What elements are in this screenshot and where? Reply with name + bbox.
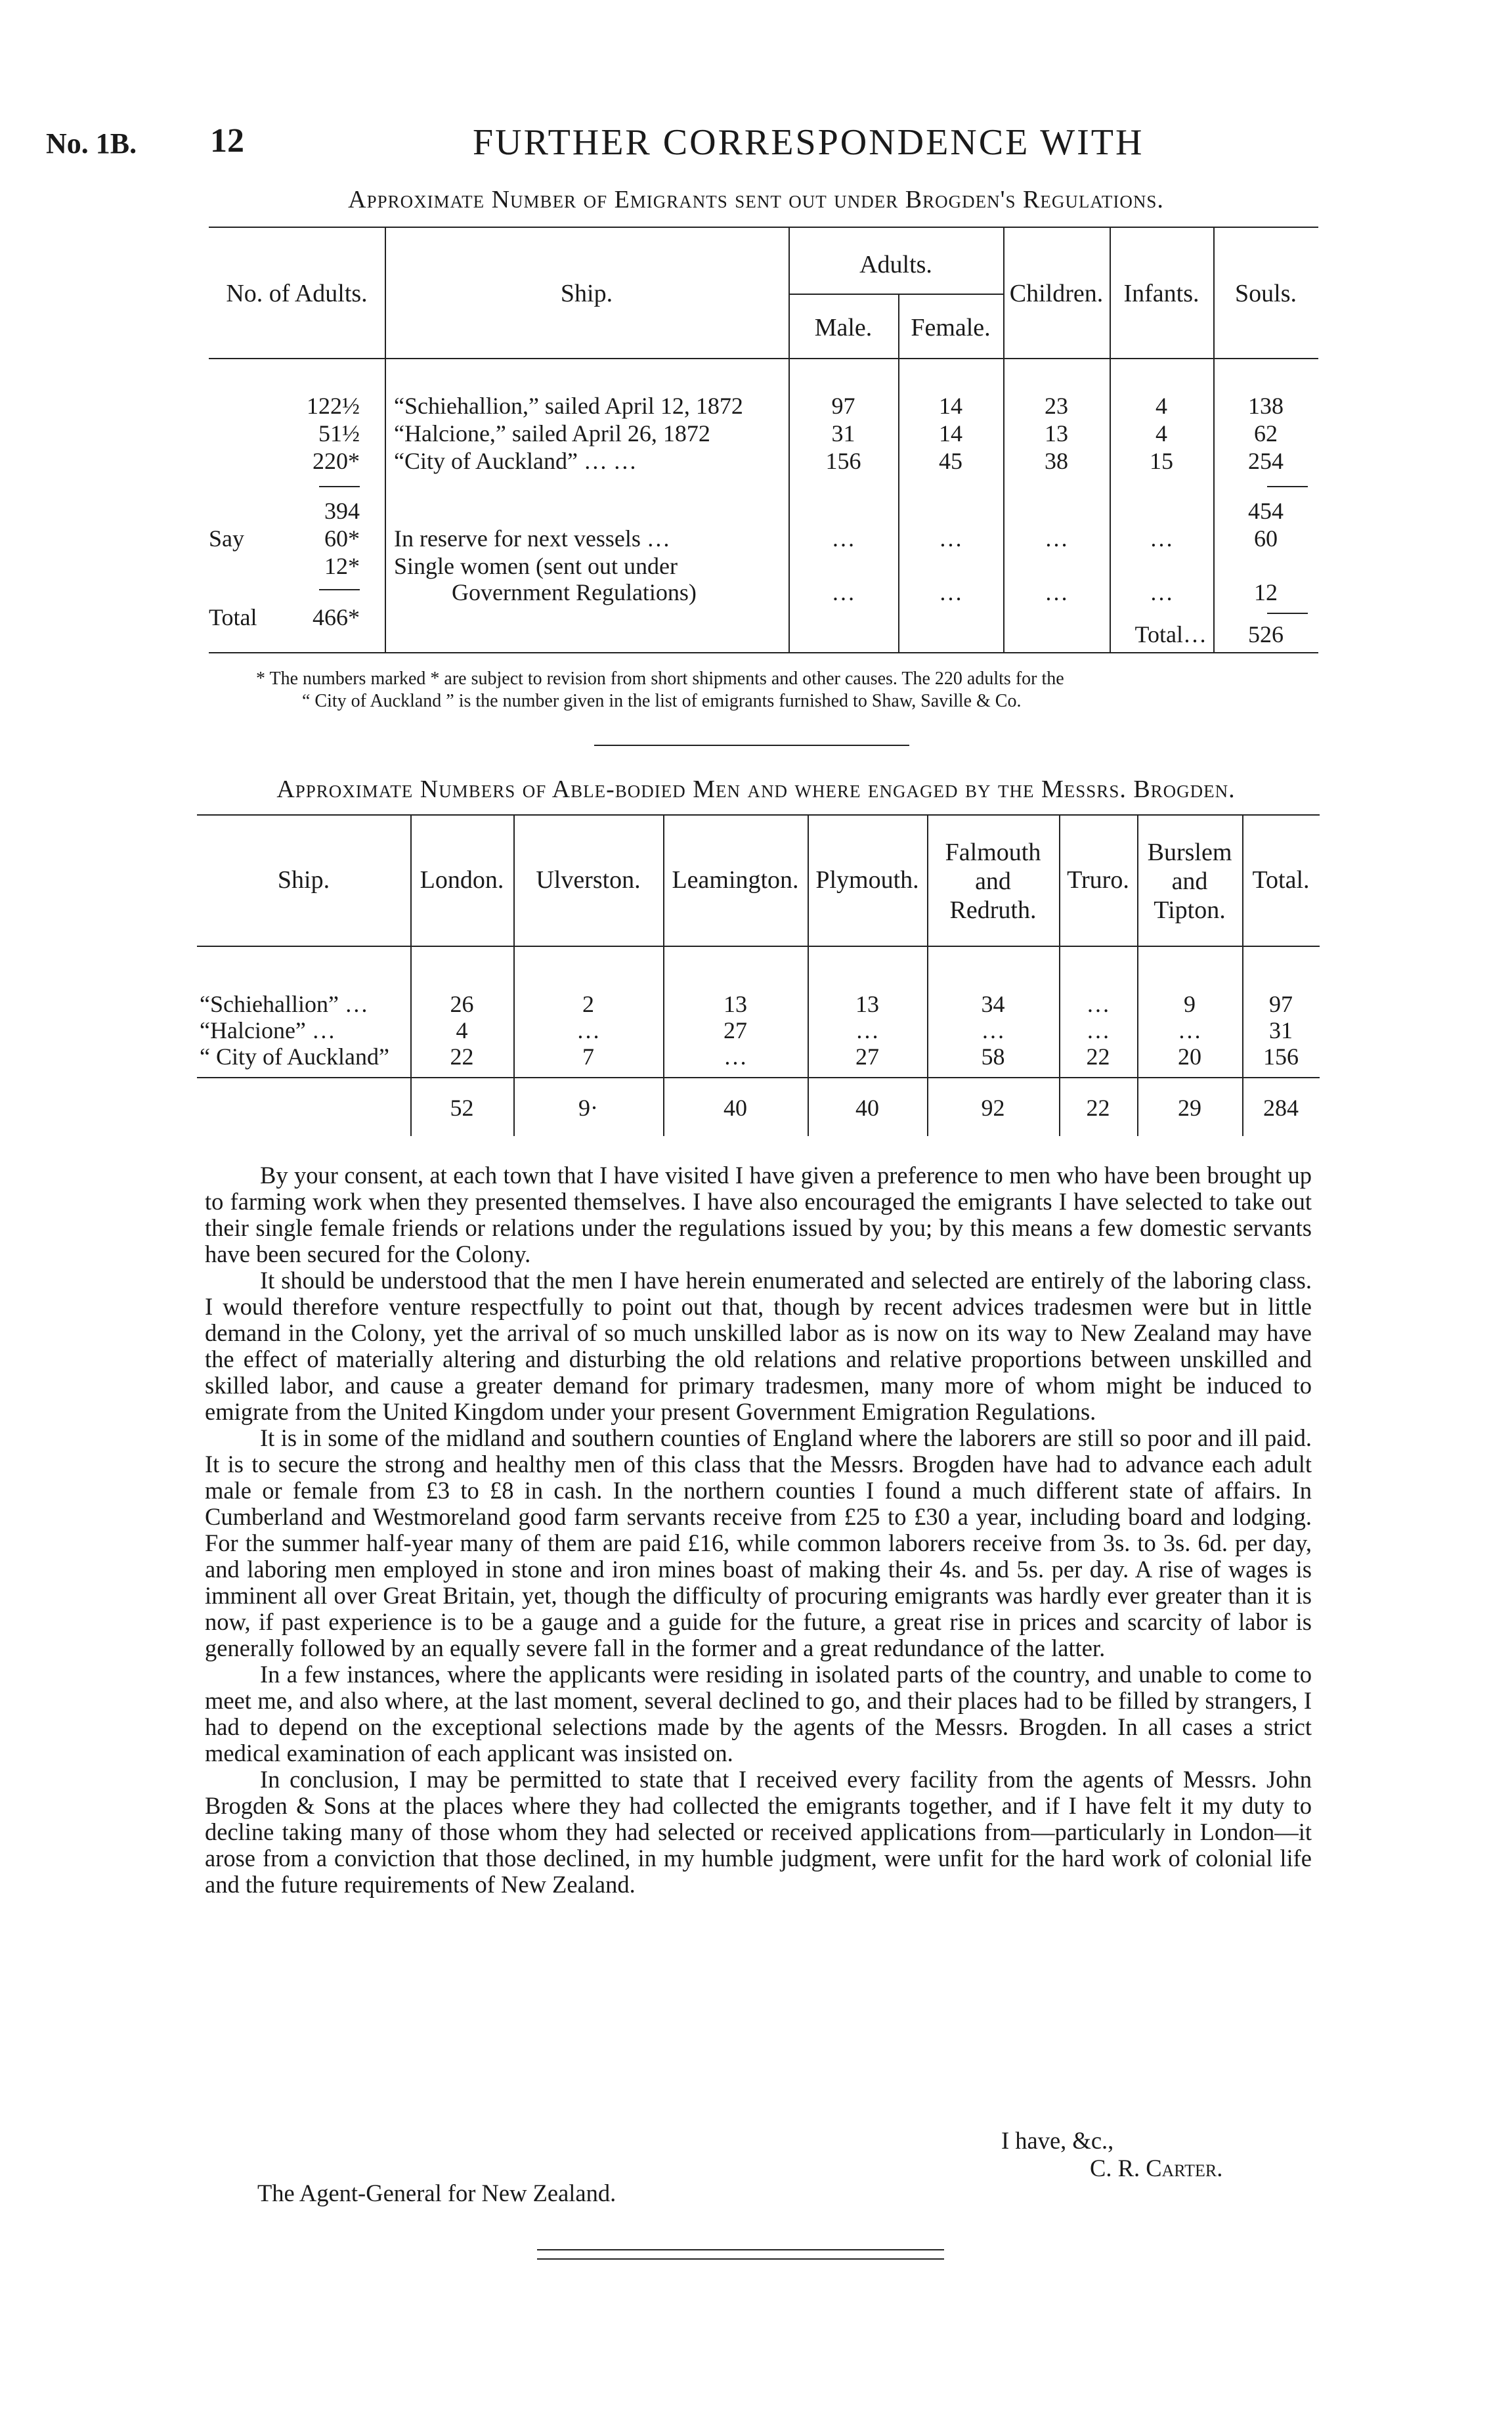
cell-total: 97 (1269, 991, 1293, 1017)
cell-total: 156 (1263, 1043, 1299, 1070)
cell-leamington: 27 (724, 1017, 747, 1043)
cell-falmouth: 58 (981, 1043, 1005, 1070)
header-adults: Adults. (859, 251, 932, 278)
cell-male: 97 (831, 393, 855, 419)
subtotal-souls: 454 (1248, 498, 1284, 524)
cell-adults: 51½ (318, 420, 360, 447)
total-ship-label: Total… (1134, 621, 1207, 647)
cell-infants: … (1150, 579, 1173, 605)
column-divider (808, 814, 809, 1136)
cell-burslem: 20 (1178, 1043, 1201, 1070)
column-divider (513, 814, 515, 1136)
cell-ship: “Halcione” … (200, 1017, 335, 1043)
cell-falmouth: 34 (981, 991, 1005, 1017)
cell-burslem: … (1178, 1017, 1201, 1043)
cell-ulverston: 2 (582, 991, 594, 1017)
column-divider (410, 814, 412, 1136)
header-falmouth-redruth (927, 838, 1059, 925)
cell-children: 13 (1045, 420, 1068, 447)
addressee: The Agent-General for New Zealand. (257, 2180, 616, 2206)
total-ulverston: 9· (578, 1095, 598, 1121)
header-children: Children. (1009, 280, 1104, 307)
total-souls: 526 (1248, 621, 1284, 647)
total-adults: 466* (313, 604, 360, 630)
total-truro: 22 (1086, 1095, 1110, 1121)
cell-female: … (939, 525, 962, 552)
cell-ship: “ City of Auckland” (200, 1043, 389, 1070)
cell-female: 14 (939, 420, 962, 447)
cell-ulverston: 7 (582, 1043, 594, 1070)
column-divider (663, 814, 664, 1136)
cell-male: … (831, 579, 855, 605)
header-plymouth: Plymouth. (815, 866, 919, 894)
header-ship: Ship. (277, 866, 330, 894)
cell-ship: “Halcione,” sailed April 26, 1872 (394, 420, 710, 447)
cell-adults: 60* (324, 525, 360, 552)
header-line: and (1171, 867, 1208, 895)
cell-truro: … (1086, 1017, 1110, 1043)
total-burslem: 29 (1178, 1095, 1201, 1121)
cell-ship-continued: Government Regulations) (452, 579, 697, 605)
cell-leamington: … (724, 1043, 747, 1070)
table1-caption: Approximate Number of Emigrants sent out under Brogden's Regulations. (348, 186, 1164, 213)
section-divider (594, 745, 909, 746)
cell-adults: 12* (324, 553, 360, 579)
cell-souls: 254 (1248, 448, 1284, 474)
cell-children: … (1045, 525, 1068, 552)
letter-paragraph: It is in some of the midland and southern counties of England where the laborers are still so poor and ill paid. It is to secure the strong and healthy men of this class that the Messrs. Brogden have had to advance each adult male or female from £3 to £8 in cash. In the northern counties I found a much different state of affairs. In Cumberland and Westmoreland good farm servants receive from £25 to £30 a year, including board and lodging. For the summer half-year many of them are paid £16, while common laborers receive from 3s. to 3s. 6d. per day, and laboring men employed in stone and iron mines boast of making their 4s. and 5s. per day. A rise of wages is imminent all over Great Britain, yet, though the difficulty of procuring emigrants was hardly ever greater than it is now, if past experience is to be a gauge and a guide for the future, a great rise in prices and scarcity of labor is generally followed by an equally severe fall in the former and a great redundance of the latter. (205, 1424, 1312, 1661)
header-line: Falmouth (945, 839, 1041, 866)
footnote-line: * The numbers marked * are subject to revision from short shipments and other causes. The 220 adults for the (256, 669, 1064, 689)
table-rule (197, 1077, 1320, 1078)
cell-male: 156 (825, 448, 861, 474)
table1-footnote (256, 668, 1307, 713)
header-leamington: Leamington. (672, 866, 799, 894)
table2-caption: Approximate Numbers of Able-bodied Men and where engaged by the Messrs. Brogden. (276, 776, 1236, 803)
cell-plymouth: … (855, 1017, 879, 1043)
cell-female: 14 (939, 393, 962, 419)
letter-paragraph: By your consent, at each town that I have visited I have given a preference to men who have been brought up to farming work when they presented themselves. I have also encouraged the emigrants I have selected to take out their single female friends or relations under the regulations issued by you; by this means a few domestic servants have been secured for the Colony. (205, 1162, 1312, 1267)
table-rule (209, 227, 1318, 228)
cell-london: 4 (456, 1017, 468, 1043)
cell-infants: 15 (1150, 448, 1173, 474)
header-london: London. (420, 866, 504, 894)
cell-ulverston: … (576, 1017, 600, 1043)
total-london: 52 (450, 1095, 474, 1121)
cell-london: 26 (450, 991, 474, 1017)
subtotal-adults: 394 (324, 498, 360, 524)
cell-plymouth: 13 (855, 991, 879, 1017)
table-rule (197, 946, 1320, 947)
say-label: Say (209, 525, 244, 552)
end-double-rule (537, 2249, 944, 2260)
total-leamington: 40 (724, 1095, 747, 1121)
cell-burslem: 9 (1184, 991, 1196, 1017)
total-rule (319, 589, 360, 590)
letter-paragraph: In conclusion, I may be permitted to state that I received every facility from the agents of Messrs. John Brogden & Sons at the places where they had collected the emigrants together, and if I have felt it my duty to decline taking many of those whom they had selected or received applications from—particularly in London—it arose from a conviction that those declined, in my humble judgment, were unfit for the hard work of colonial life and the future requirements of New Zealand. (205, 1766, 1312, 1898)
cell-souls: 138 (1248, 393, 1284, 419)
emigrants-table (209, 227, 1318, 660)
cell-adults: 220* (313, 448, 360, 474)
letter-paragraph: It should be understood that the men I have herein enumerated and selected are entirely of the laboring class. I would therefore venture respectfully to point out that, though by recent advices tradesmen were but in little demand in the Colony, yet the arrival of so much unskilled labor as is now on its way to New Zealand may have the effect of materially altering and disturbing the old relations and relative proportions between unskilled and skilled labor, and cause a greater demand for primary tradesmen, many more of whom might be induced to emigrate from the United Kingdom under your present Government Emigration Regulations. (205, 1267, 1312, 1425)
cell-souls: 62 (1254, 420, 1278, 447)
cell-ship: In reserve for next vessels … (394, 525, 670, 552)
cell-female: … (939, 579, 962, 605)
header-line: and (975, 867, 1011, 895)
table-rule (197, 814, 1320, 816)
total-grand: 284 (1263, 1095, 1299, 1121)
column-divider (1242, 814, 1243, 1136)
cell-children: 23 (1045, 393, 1068, 419)
subtotal-rule (319, 486, 360, 487)
total-rule (1267, 613, 1308, 614)
running-title: FURTHER CORRESPONDENCE WITH (473, 122, 1144, 163)
cell-infants: 4 (1156, 393, 1167, 419)
cell-children: … (1045, 579, 1068, 605)
total-falmouth: 92 (981, 1095, 1005, 1121)
table-rule (209, 652, 1318, 653)
cell-adults: 122½ (307, 393, 360, 419)
adults-subheader-rule (788, 294, 1003, 295)
header-no-of-adults: No. of Adults. (226, 280, 368, 307)
header-female: Female. (911, 314, 991, 341)
cell-souls: 60 (1254, 525, 1278, 552)
cell-ship: “Schiehallion” … (200, 991, 368, 1017)
header-line: Burslem (1147, 839, 1232, 866)
column-divider (1059, 814, 1060, 1136)
total-plymouth: 40 (855, 1095, 879, 1121)
cell-female: 45 (939, 448, 962, 474)
header-infants: Infants. (1123, 280, 1199, 307)
cell-children: 38 (1045, 448, 1068, 474)
header-truro: Truro. (1067, 866, 1129, 894)
doc-reference: No. 1B. (46, 127, 137, 160)
cell-truro: 22 (1086, 1043, 1110, 1070)
header-total: Total. (1252, 866, 1310, 894)
cell-infants: … (1150, 525, 1173, 552)
cell-ship: “City of Auckland” … … (394, 448, 637, 474)
header-burslem-tipton (1137, 838, 1242, 925)
cell-leamington: 13 (724, 991, 747, 1017)
table-rule (209, 358, 1318, 359)
able-bodied-men-table (197, 814, 1320, 1169)
cell-london: 22 (450, 1043, 474, 1070)
header-ship: Ship. (560, 280, 613, 307)
cell-infants: 4 (1156, 420, 1167, 447)
cell-souls: 12 (1254, 579, 1278, 605)
cell-ship: “Schiehallion,” sailed April 12, 1872 (394, 393, 743, 419)
cell-falmouth: … (981, 1017, 1005, 1043)
letter-paragraph: In a few instances, where the applicants were residing in isolated parts of the country, and unable to come to meet me, and also where, at the last moment, several declined to go, and their places had to be filled by strangers, I had to depend on the exceptional selections made by the agents of the Messrs. Brogden. In all cases a strict medical examination of each applicant was insisted on. (205, 1661, 1312, 1766)
total-label: Total (209, 604, 257, 630)
footnote-line: “ City of Auckland ” is the number given in the list of emigrants furnished to Shaw, Saville & Co. (302, 691, 1022, 711)
page-header (0, 121, 1512, 167)
cell-male: … (831, 525, 855, 552)
header-male: Male. (814, 314, 873, 341)
valediction: I have, &c., (1001, 2127, 1114, 2154)
subtotal-rule (1267, 486, 1308, 487)
cell-plymouth: 27 (855, 1043, 879, 1070)
cell-male: 31 (831, 420, 855, 447)
header-line: Tipton. (1154, 896, 1226, 924)
signature: C. R. Carter. (1090, 2155, 1223, 2182)
header-souls: Souls. (1235, 280, 1297, 307)
header-line: Redruth. (949, 896, 1037, 924)
cell-truro: … (1086, 991, 1110, 1017)
cell-ship: Single women (sent out under (394, 553, 678, 579)
header-ulverston: Ulverston. (536, 866, 641, 894)
letter-body (205, 1162, 1312, 1898)
page-number: 12 (210, 122, 244, 160)
cell-total: 31 (1269, 1017, 1293, 1043)
